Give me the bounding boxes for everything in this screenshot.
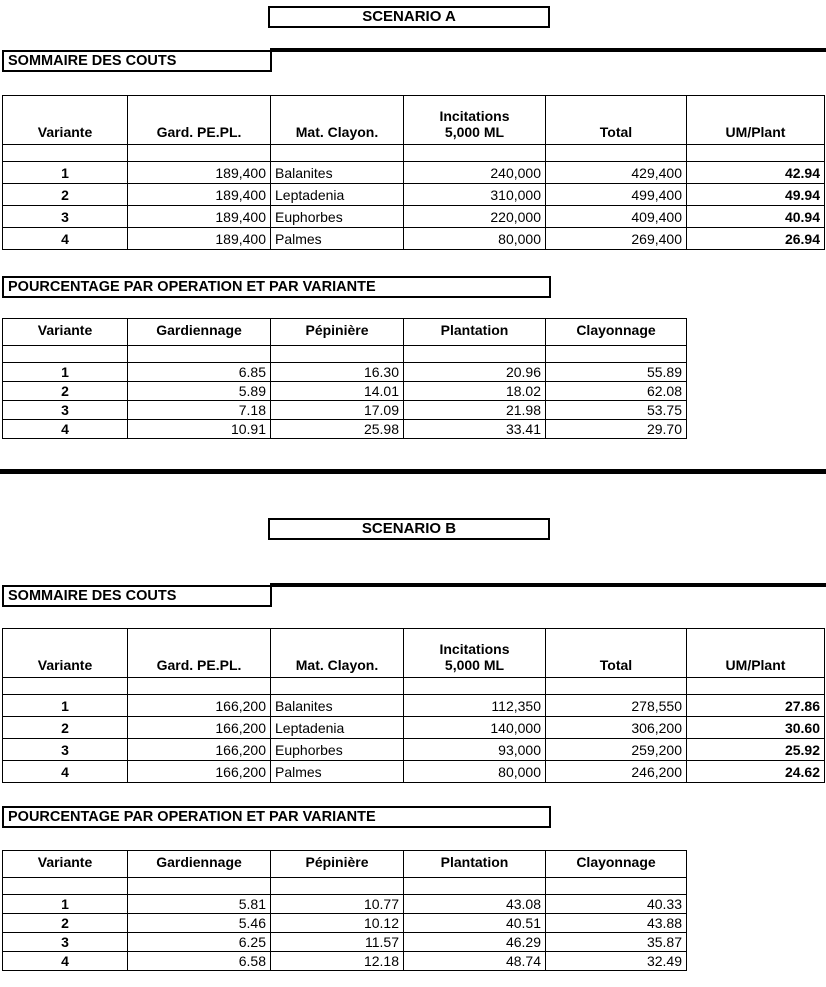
cell-pepiniere: 10.77 — [271, 895, 404, 914]
cell-gardiennage: 6.58 — [128, 952, 271, 971]
percent-section-title: POURCENTAGE PAR OPERATION ET PAR VARIANTE — [2, 806, 551, 828]
header-incitations — [404, 629, 546, 678]
cell-variante: 1 — [3, 895, 128, 914]
spacer-cell — [404, 346, 546, 363]
table-row — [3, 401, 687, 420]
cell-total: 499,400 — [546, 184, 687, 206]
cell-plantation: 46.29 — [404, 933, 546, 952]
header-incitations — [404, 96, 546, 145]
cell-plantation: 48.74 — [404, 952, 546, 971]
cell-variante: 2 — [3, 717, 128, 739]
cell-pepiniere: 16.30 — [271, 363, 404, 382]
table-row — [3, 952, 687, 971]
percent-table — [2, 318, 687, 439]
cell-pepiniere: 14.01 — [271, 382, 404, 401]
table-row — [3, 363, 687, 382]
cell-gard: 166,200 — [128, 739, 271, 761]
spacer-cell — [404, 145, 546, 162]
cell-plantation: 20.96 — [404, 363, 546, 382]
summary-section-title: SOMMAIRE DES COUTS — [2, 50, 272, 72]
cell-gard: 166,200 — [128, 717, 271, 739]
cell-gardiennage: 5.81 — [128, 895, 271, 914]
spacer-cell — [687, 678, 825, 695]
spacer-row — [3, 346, 687, 363]
header-pepiniere: Pépinière — [271, 851, 404, 878]
cell-mat: Palmes — [271, 228, 404, 250]
cell-gard: 189,400 — [128, 206, 271, 228]
spacer-cell — [128, 346, 271, 363]
cell-incit: 140,000 — [404, 717, 546, 739]
scenario-title: SCENARIO A — [268, 6, 550, 28]
cell-plantation: 18.02 — [404, 382, 546, 401]
table-row — [3, 914, 687, 933]
cell-variante: 4 — [3, 420, 128, 439]
cell-clayonnage: 55.89 — [546, 363, 687, 382]
table-row — [3, 717, 825, 739]
spacer-cell — [128, 878, 271, 895]
header-variante: Variante — [3, 629, 128, 678]
header-plantation: Plantation — [404, 851, 546, 878]
cell-pepiniere: 11.57 — [271, 933, 404, 952]
cell-um: 30.60 — [687, 717, 825, 739]
header-row — [3, 629, 825, 678]
table-row — [3, 739, 825, 761]
table-row — [3, 228, 825, 250]
cell-clayonnage: 62.08 — [546, 382, 687, 401]
header-gardiennage: Gardiennage — [128, 851, 271, 878]
cell-gardiennage: 5.89 — [128, 382, 271, 401]
table-row — [3, 382, 687, 401]
header-variante: Variante — [3, 851, 128, 878]
cell-variante: 3 — [3, 401, 128, 420]
cell-variante: 4 — [3, 228, 128, 250]
cell-gard: 166,200 — [128, 695, 271, 717]
cell-um: 25.92 — [687, 739, 825, 761]
cell-gard: 189,400 — [128, 162, 271, 184]
spacer-cell — [687, 145, 825, 162]
spacer-cell — [271, 346, 404, 363]
spacer-cell — [271, 678, 404, 695]
cell-um: 27.86 — [687, 695, 825, 717]
spacer-cell — [3, 678, 128, 695]
cell-incit: 80,000 — [404, 228, 546, 250]
cell-total: 429,400 — [546, 162, 687, 184]
cell-clayonnage: 32.49 — [546, 952, 687, 971]
cell-um: 26.94 — [687, 228, 825, 250]
cell-mat: Balanites — [271, 162, 404, 184]
cell-plantation: 33.41 — [404, 420, 546, 439]
cell-incit: 310,000 — [404, 184, 546, 206]
cell-clayonnage: 43.88 — [546, 914, 687, 933]
section-rule — [270, 48, 826, 52]
header-clayonnage: Clayonnage — [546, 851, 687, 878]
spacer-cell — [128, 145, 271, 162]
cell-variante: 3 — [3, 933, 128, 952]
cell-gard: 189,400 — [128, 184, 271, 206]
cell-total: 259,200 — [546, 739, 687, 761]
cell-clayonnage: 53.75 — [546, 401, 687, 420]
cell-incit: 220,000 — [404, 206, 546, 228]
cell-um: 42.94 — [687, 162, 825, 184]
cell-incit: 240,000 — [404, 162, 546, 184]
spacer-cell — [546, 878, 687, 895]
cell-mat: Balanites — [271, 695, 404, 717]
header-um-plant: UM/Plant — [687, 629, 825, 678]
spacer-cell — [546, 346, 687, 363]
cell-plantation: 43.08 — [404, 895, 546, 914]
cell-gardiennage: 10.91 — [128, 420, 271, 439]
cell-plantation: 40.51 — [404, 914, 546, 933]
cell-total: 306,200 — [546, 717, 687, 739]
cell-gard: 189,400 — [128, 228, 271, 250]
header-gard: Gard. PE.PL. — [128, 629, 271, 678]
header-mat: Mat. Clayon. — [271, 96, 404, 145]
spacer-cell — [128, 678, 271, 695]
cell-pepiniere: 17.09 — [271, 401, 404, 420]
cost-summary-table — [2, 628, 825, 783]
cell-pepiniere: 25.98 — [271, 420, 404, 439]
spacer-cell — [3, 346, 128, 363]
cell-mat: Leptadenia — [271, 184, 404, 206]
spacer-cell — [404, 878, 546, 895]
spacer-cell — [3, 878, 128, 895]
header-incitations-line1: Incitations — [439, 108, 510, 124]
cell-mat: Leptadenia — [271, 717, 404, 739]
cell-variante: 4 — [3, 761, 128, 783]
spacer-row — [3, 145, 825, 162]
cell-variante: 2 — [3, 184, 128, 206]
cell-total: 409,400 — [546, 206, 687, 228]
cell-total: 278,550 — [546, 695, 687, 717]
cell-clayonnage: 40.33 — [546, 895, 687, 914]
cell-variante: 3 — [3, 739, 128, 761]
cell-variante: 3 — [3, 206, 128, 228]
spacer-cell — [546, 678, 687, 695]
header-um-plant: UM/Plant — [687, 96, 825, 145]
cell-incit: 112,350 — [404, 695, 546, 717]
cell-clayonnage: 29.70 — [546, 420, 687, 439]
summary-section-title: SOMMAIRE DES COUTS — [2, 585, 272, 607]
spacer-row — [3, 678, 825, 695]
cell-pepiniere: 12.18 — [271, 952, 404, 971]
cell-total: 269,400 — [546, 228, 687, 250]
header-row — [3, 96, 825, 145]
header-pepiniere: Pépinière — [271, 319, 404, 346]
cell-gardiennage: 6.85 — [128, 363, 271, 382]
cell-mat: Euphorbes — [271, 739, 404, 761]
table-row — [3, 695, 825, 717]
header-incitations-line2: 5,000 ML — [444, 124, 505, 140]
percent-table — [2, 850, 687, 971]
spacer-cell — [271, 145, 404, 162]
cell-gardiennage: 7.18 — [128, 401, 271, 420]
cell-total: 246,200 — [546, 761, 687, 783]
cell-um: 24.62 — [687, 761, 825, 783]
spacer-cell — [3, 145, 128, 162]
cell-variante: 4 — [3, 952, 128, 971]
spacer-cell — [404, 678, 546, 695]
cell-variante: 1 — [3, 162, 128, 184]
spacer-cell — [546, 145, 687, 162]
cell-clayonnage: 35.87 — [546, 933, 687, 952]
header-mat: Mat. Clayon. — [271, 629, 404, 678]
cell-plantation: 21.98 — [404, 401, 546, 420]
section-separator — [0, 469, 826, 474]
cell-variante: 1 — [3, 695, 128, 717]
header-gard: Gard. PE.PL. — [128, 96, 271, 145]
cost-summary-table — [2, 95, 825, 250]
cell-pepiniere: 10.12 — [271, 914, 404, 933]
cell-incit: 93,000 — [404, 739, 546, 761]
spacer-row — [3, 878, 687, 895]
percent-section-title: POURCENTAGE PAR OPERATION ET PAR VARIANTE — [2, 276, 551, 298]
spacer-cell — [271, 878, 404, 895]
table-row — [3, 162, 825, 184]
cell-um: 49.94 — [687, 184, 825, 206]
header-clayonnage: Clayonnage — [546, 319, 687, 346]
header-total: Total — [546, 96, 687, 145]
cell-um: 40.94 — [687, 206, 825, 228]
table-row — [3, 420, 687, 439]
cell-gardiennage: 6.25 — [128, 933, 271, 952]
cell-mat: Euphorbes — [271, 206, 404, 228]
table-row — [3, 933, 687, 952]
cell-variante: 2 — [3, 914, 128, 933]
cell-gard: 166,200 — [128, 761, 271, 783]
header-plantation: Plantation — [404, 319, 546, 346]
cell-variante: 2 — [3, 382, 128, 401]
table-row — [3, 206, 825, 228]
header-total: Total — [546, 629, 687, 678]
table-row — [3, 184, 825, 206]
header-row — [3, 851, 687, 878]
header-incitations-line2: 5,000 ML — [444, 657, 505, 673]
cell-gardiennage: 5.46 — [128, 914, 271, 933]
header-variante: Variante — [3, 96, 128, 145]
cell-variante: 1 — [3, 363, 128, 382]
table-row — [3, 895, 687, 914]
table-row — [3, 761, 825, 783]
cell-incit: 80,000 — [404, 761, 546, 783]
cell-mat: Palmes — [271, 761, 404, 783]
section-rule — [270, 583, 826, 587]
header-variante: Variante — [3, 319, 128, 346]
scenario-title: SCENARIO B — [268, 518, 550, 540]
header-row — [3, 319, 687, 346]
header-incitations-line1: Incitations — [439, 641, 510, 657]
header-gardiennage: Gardiennage — [128, 319, 271, 346]
